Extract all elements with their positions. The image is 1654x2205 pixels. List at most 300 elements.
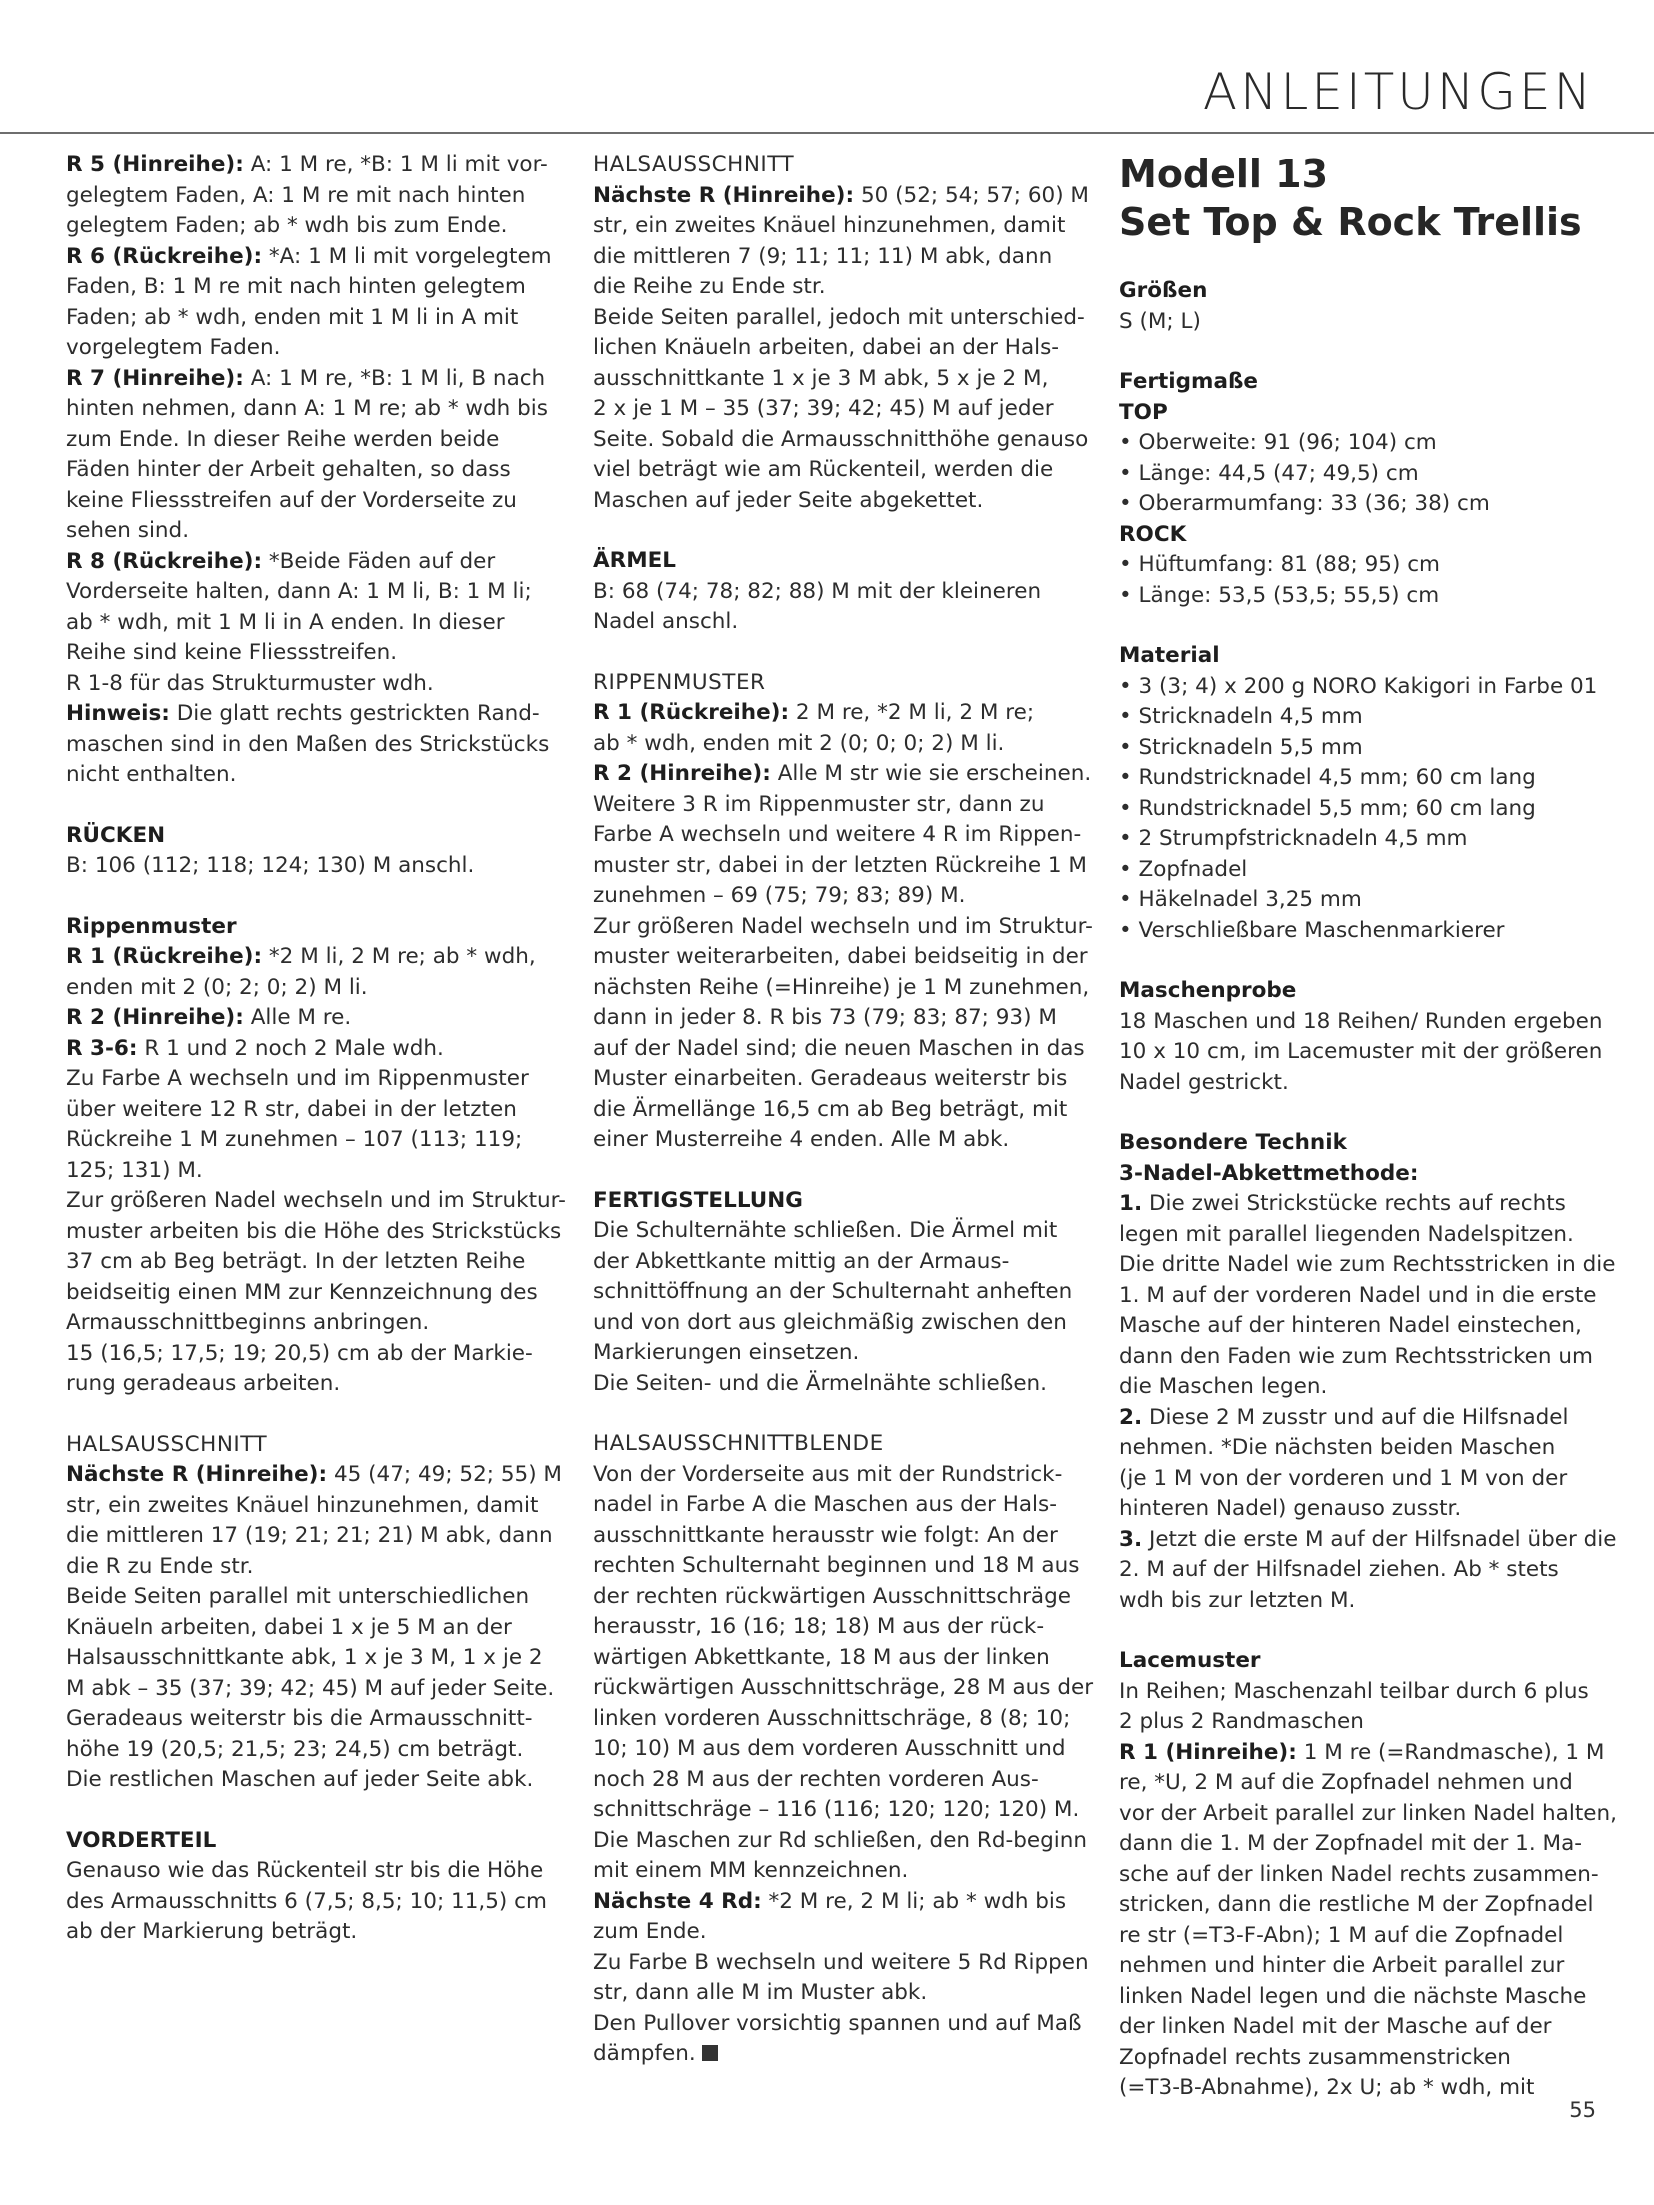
text-line bbox=[593, 211, 1078, 242]
text-line bbox=[593, 1826, 1087, 1857]
line-text: 37 cm ab Beg beträgt. In der letzten Reihe bbox=[66, 1249, 526, 1274]
line-text: höhe 19 (20,5; 21,5; 23; 24,5) cm beträgt. bbox=[66, 1736, 524, 1762]
bold-label: 3-Nadel-Abkettmethode: bbox=[1119, 1160, 1419, 1186]
line-text: lichen Knäueln arbeiten, dabei an der Hals- bbox=[593, 335, 1060, 360]
line-text: der rechten rückwärtigen Ausschnittschräge bbox=[593, 1583, 1071, 1609]
line-text: Von der Vorderseite aus mit der Rundstrick- bbox=[593, 1461, 1063, 1487]
line-text: des Armausschnitts 6 (7,5; 8,5; 10; 11,5) cm bbox=[66, 1888, 547, 1914]
model-title bbox=[1119, 150, 1597, 246]
bold-label: 1. bbox=[1119, 1191, 1143, 1216]
line-text: herausstr, 16 (16; 18; 18) M aus der rück- bbox=[593, 1614, 1045, 1639]
line-text: Faden, B: 1 M re mit nach hinten gelegtem bbox=[66, 274, 526, 299]
text-line bbox=[66, 181, 551, 212]
line-text: legen mit parallel liegenden Nadelspitzen. bbox=[1119, 1221, 1574, 1247]
line-text: Seite. Sobald die Armausschnitthöhe genauso bbox=[593, 426, 1089, 452]
text-line bbox=[593, 1917, 1078, 1948]
bold-label: Besondere Technik bbox=[1119, 1130, 1347, 1155]
line-text: der linken Nadel mit der Masche auf der bbox=[1119, 2014, 1552, 2039]
bold-label: Nächste 4 Rd: bbox=[593, 1888, 762, 1914]
line-text: Die Maschen zur Rd schließen, den Rd-beginn bbox=[593, 1827, 1087, 1853]
line-text: str, ein zweites Knäuel hinzunehmen, damit bbox=[593, 213, 1066, 238]
line-text: • 2 Strumpfstricknadeln 4,5 mm bbox=[1119, 826, 1468, 851]
bold-label: R 2 (Hinreihe): bbox=[593, 761, 771, 786]
text-line bbox=[66, 547, 551, 578]
column-middle bbox=[593, 150, 1094, 2070]
line-text: re, *U, 2 M auf die Zopfnadel nehmen und bbox=[1119, 1770, 1573, 1795]
text-line bbox=[1119, 1768, 1597, 1799]
line-text: dämpfen. bbox=[593, 2041, 696, 2066]
text-line bbox=[593, 1765, 1078, 1796]
text-line bbox=[66, 1430, 551, 1461]
text-line bbox=[1119, 1677, 1597, 1708]
bold-label: R 7 (Hinreihe): bbox=[66, 365, 244, 391]
text-line bbox=[66, 851, 551, 882]
text-line bbox=[66, 1887, 551, 1918]
text-line bbox=[66, 333, 551, 364]
text-line bbox=[1119, 1159, 1597, 1190]
line-text: mit einem MM kennzeichnen. bbox=[593, 1858, 909, 1883]
text-line bbox=[66, 973, 551, 1004]
text-line bbox=[593, 1643, 1078, 1674]
text-line bbox=[66, 1643, 551, 1674]
text-line bbox=[1119, 1707, 1597, 1738]
line-text: str, ein zweites Knäuel hinzunehmen, damit bbox=[66, 1492, 539, 1518]
line-text: rechten Schulternaht beginnen und 18 M aus bbox=[593, 1553, 1080, 1578]
line-text: hinten nehmen, dann A: 1 M re; ab * wdh bis bbox=[66, 396, 548, 421]
line-text: Den Pullover vorsichtig spannen und auf Maß bbox=[593, 2010, 1082, 2036]
text-line bbox=[66, 821, 551, 852]
text-line bbox=[1119, 1982, 1597, 2013]
text-line bbox=[593, 1521, 1078, 1552]
line-text: Zu Farbe A wechseln und im Rippenmuster bbox=[66, 1066, 529, 1091]
line-text: 1 M re (=Randmasche), 1 M bbox=[1296, 1739, 1605, 1765]
text-line bbox=[66, 1095, 551, 1126]
bold-label: Nächste R (Hinreihe): bbox=[66, 1462, 328, 1487]
text-line bbox=[1119, 1372, 1597, 1403]
line-text: Zur größeren Nadel wechseln und im Struktur- bbox=[66, 1188, 566, 1213]
text-line bbox=[66, 211, 551, 242]
line-text: viel beträgt wie am Rückenteil, werden die bbox=[593, 457, 1054, 482]
line-text: Nadel gestrickt. bbox=[1119, 1069, 1289, 1095]
text-line bbox=[593, 425, 1089, 456]
text-line bbox=[593, 1795, 1078, 1826]
text-line bbox=[66, 730, 551, 761]
text-line bbox=[66, 638, 551, 669]
line-text: nehmen. *Die nächsten beiden Maschen bbox=[1119, 1435, 1556, 1460]
text-line bbox=[593, 1369, 1078, 1400]
line-text: beidseitig einen MM zur Kennzeichnung des bbox=[66, 1279, 538, 1305]
text-line bbox=[1119, 1829, 1597, 1860]
line-text: str, dann alle M im Muster abk. bbox=[593, 1980, 928, 2005]
text-line bbox=[1119, 1281, 1597, 1312]
text-line bbox=[66, 1125, 551, 1156]
text-line bbox=[593, 1490, 1078, 1521]
text-line bbox=[1119, 1250, 1616, 1281]
line-text: Vorderseite halten, dann A: 1 M li, B: 1 M li; bbox=[66, 579, 532, 604]
text-line bbox=[593, 150, 1078, 181]
line-text: über weitere 12 R str, dabei in der letzten bbox=[66, 1096, 517, 1122]
line-text: re str (=T3-F-Abn); 1 M auf die Zopfnadel bbox=[1119, 1922, 1564, 1948]
line-text: muster str, dabei in der letzten Rückreihe 1 M bbox=[593, 852, 1087, 878]
text-line bbox=[593, 577, 1078, 608]
text-line bbox=[593, 242, 1078, 273]
text-line bbox=[593, 1064, 1078, 1095]
line-text: Farbe A wechseln und weitere 4 R im Rippen- bbox=[593, 822, 1082, 847]
text-line bbox=[593, 1216, 1078, 1247]
text-line bbox=[1119, 1890, 1597, 1921]
line-text: Die Schulternähte schließen. Die Ärmel mit bbox=[593, 1218, 1058, 1243]
line-text: schnittschräge – 116 (116; 120; 120; 120) M. bbox=[593, 1797, 1080, 1822]
text-line bbox=[593, 303, 1085, 334]
text-line bbox=[1119, 398, 1597, 429]
bold-label: R 2 (Hinreihe): bbox=[66, 1005, 244, 1030]
text-line bbox=[593, 1673, 1094, 1704]
text-line bbox=[593, 1095, 1078, 1126]
bold-label: Lacemuster bbox=[1119, 1648, 1261, 1673]
text-line bbox=[593, 1978, 1078, 2009]
text-line bbox=[593, 1338, 1078, 1369]
line-text: dann in jeder 8. R bis 73 (79; 83; 87; 93) M bbox=[593, 1005, 1057, 1030]
text-line bbox=[593, 455, 1078, 486]
text-line bbox=[1119, 2073, 1597, 2104]
text-line bbox=[593, 1887, 1078, 1918]
line-text: und von dort aus gleichmäßig zwischen den bbox=[593, 1309, 1067, 1335]
line-text: Faden; ab * wdh, enden mit 1 M li in A mit bbox=[66, 304, 519, 330]
text-line bbox=[66, 1064, 551, 1095]
text-line bbox=[66, 1491, 551, 1522]
bold-label: R 1 (Hinreihe): bbox=[1119, 1739, 1297, 1765]
line-text: sche auf der linken Nadel rechts zusammen- bbox=[1119, 1861, 1599, 1887]
bold-label: R 6 (Rückreihe): bbox=[66, 243, 263, 269]
line-text: zunehmen – 69 (75; 79; 83; 89) M. bbox=[593, 883, 966, 908]
header-divider bbox=[0, 132, 1654, 134]
line-text: HALSAUSSCHNITT bbox=[66, 1431, 268, 1457]
line-text: wärtigen Abkettkante, 18 M aus der linken bbox=[593, 1644, 1050, 1670]
line-text: Fäden hinter der Arbeit gehalten, so dass bbox=[66, 457, 511, 482]
text-line bbox=[593, 851, 1087, 882]
text-line bbox=[593, 942, 1088, 973]
bold-label: R 1 (Rückreihe): bbox=[66, 944, 263, 969]
line-text: • Verschließbare Maschenmarkierer bbox=[1119, 917, 1505, 943]
line-text: dann die 1. M der Zopfnadel mit der 1. Ma- bbox=[1119, 1831, 1583, 1856]
text-line bbox=[593, 1125, 1078, 1156]
text-line bbox=[1119, 1311, 1597, 1342]
model-name: Set Top & Rock Trellis bbox=[1119, 200, 1582, 244]
line-text: Die Seiten- und die Ärmelnähte schließen. bbox=[593, 1370, 1048, 1396]
line-text: 10; 10) M aus dem vorderen Ausschnitt und bbox=[593, 1736, 1066, 1761]
text-line bbox=[593, 1003, 1078, 1034]
line-text: Muster einarbeiten. Geradeaus weiterstr bis bbox=[593, 1066, 1068, 1091]
line-text: maschen sind in den Maßen des Strickstücks bbox=[66, 731, 550, 757]
line-text: In Reihen; Maschenzahl teilbar durch 6 plus bbox=[1119, 1678, 1589, 1704]
text-line bbox=[1119, 702, 1597, 733]
line-text: Alle M re. bbox=[243, 1005, 352, 1030]
line-text: RIPPENMUSTER bbox=[593, 669, 766, 695]
line-text: A: 1 M re, *B: 1 M li, B nach bbox=[243, 365, 546, 391]
line-text: • 3 (3; 4) x 200 g NORO Kakigori in Farbe 01 bbox=[1119, 673, 1598, 699]
line-text: Die zwei Strickstücke rechts auf rechts bbox=[1142, 1191, 1566, 1216]
text-line bbox=[593, 607, 1078, 638]
text-line bbox=[593, 1429, 1078, 1460]
text-line bbox=[1119, 1464, 1597, 1495]
text-line bbox=[593, 1308, 1078, 1339]
line-text: *A: 1 M li mit vorgelegtem bbox=[262, 243, 552, 269]
text-line bbox=[66, 1552, 551, 1583]
text-line bbox=[593, 486, 1078, 517]
text-line bbox=[593, 394, 1078, 425]
text-line bbox=[66, 760, 551, 791]
line-text: dann den Faden wie zum Rechtsstricken um bbox=[1119, 1343, 1593, 1369]
bold-label: Maschenprobe bbox=[1119, 978, 1297, 1003]
text-line bbox=[593, 546, 1078, 577]
text-line bbox=[66, 364, 551, 395]
text-line bbox=[1119, 1342, 1597, 1373]
bold-label: VORDERTEIL bbox=[66, 1827, 217, 1853]
text-line bbox=[66, 1674, 555, 1705]
text-line bbox=[66, 912, 551, 943]
line-text: Zur größeren Nadel wechseln und im Struktur- bbox=[593, 913, 1093, 939]
text-line bbox=[593, 912, 1093, 943]
text-line bbox=[66, 669, 551, 700]
text-line bbox=[593, 1551, 1078, 1582]
text-line bbox=[1119, 1860, 1597, 1891]
text-line bbox=[1119, 794, 1597, 825]
text-line bbox=[66, 1339, 551, 1370]
line-text: (je 1 M von der vorderen und 1 M von der bbox=[1119, 1465, 1568, 1491]
bold-label: Größen bbox=[1119, 278, 1208, 303]
text-line bbox=[1119, 520, 1597, 551]
line-text: Die glatt rechts gestrickten Rand- bbox=[169, 701, 540, 726]
text-line bbox=[1119, 367, 1597, 398]
text-line bbox=[66, 1369, 551, 1400]
text-line bbox=[66, 1765, 551, 1796]
bold-label: Nächste R (Hinreihe): bbox=[593, 182, 855, 208]
bold-label: Material bbox=[1119, 643, 1220, 668]
line-text: die R zu Ende str. bbox=[66, 1553, 254, 1579]
text-line bbox=[593, 1612, 1078, 1643]
text-line bbox=[593, 364, 1078, 395]
line-text: linken vorderen Ausschnittschräge, 8 (8; 10; bbox=[593, 1705, 1071, 1731]
line-text: gelegtem Faden; ab * wdh bis zum Ende. bbox=[66, 213, 508, 238]
text-line bbox=[1119, 1525, 1617, 1556]
line-text: 2. M auf der Hilfsnadel ziehen. Ab * stets bbox=[1119, 1557, 1559, 1582]
text-line bbox=[593, 790, 1078, 821]
text-line bbox=[593, 973, 1090, 1004]
bold-label: R 5 (Hinreihe): bbox=[66, 152, 244, 177]
line-text: auf der Nadel sind; die neuen Maschen in das bbox=[593, 1035, 1085, 1061]
text-line bbox=[66, 242, 551, 273]
line-text: die mittleren 17 (19; 21; 21; 21) M abk, dann bbox=[66, 1523, 553, 1548]
line-text: vorgelegtem Faden. bbox=[66, 335, 281, 360]
column-right bbox=[1119, 150, 1617, 2104]
line-text: Zopfnadel rechts zusammenstricken bbox=[1119, 2044, 1511, 2070]
text-line bbox=[1119, 428, 1597, 459]
bold-label: R 3-6: bbox=[66, 1035, 138, 1061]
text-line bbox=[66, 1156, 551, 1187]
text-line bbox=[66, 942, 551, 973]
line-text: Zu Farbe B wechseln und weitere 5 Rd Rippen bbox=[593, 1949, 1089, 1975]
text-line bbox=[1119, 976, 1597, 1007]
text-line bbox=[1119, 1220, 1597, 1251]
line-text: gelegtem Faden, A: 1 M re mit nach hinten bbox=[66, 182, 526, 208]
line-text: nadel in Farbe A die Maschen aus der Hals- bbox=[593, 1492, 1057, 1517]
text-line bbox=[1119, 1646, 1597, 1677]
line-text: Reihe sind keine Fliessstreifen. bbox=[66, 640, 398, 665]
line-text: Genauso wie das Rückenteil str bis die Höhe bbox=[66, 1858, 544, 1883]
line-text: ausschnittkante 1 x je 3 M abk, 5 x je 2 M, bbox=[593, 365, 1049, 391]
line-text: • Oberweite: 91 (96; 104) cm bbox=[1119, 430, 1437, 455]
line-text: • Hüftumfang: 81 (88; 95) cm bbox=[1119, 552, 1440, 577]
text-line bbox=[1119, 824, 1597, 855]
text-line bbox=[1119, 1433, 1597, 1464]
text-line bbox=[593, 1460, 1078, 1491]
line-text: Diese 2 M zusstr und auf die Hilfsnadel bbox=[1142, 1404, 1569, 1430]
line-text: Die restlichen Maschen auf jeder Seite abk. bbox=[66, 1767, 534, 1792]
line-text: 2 plus 2 Randmaschen bbox=[1119, 1709, 1364, 1734]
bold-label: 3. bbox=[1119, 1526, 1143, 1552]
text-line bbox=[593, 668, 1078, 699]
text-line bbox=[593, 181, 1089, 212]
line-text: Knäueln arbeiten, dabei 1 x je 5 M an der bbox=[66, 1614, 512, 1640]
line-text: HALSAUSSCHNITTBLENDE bbox=[593, 1431, 884, 1456]
line-text: einer Musterreihe 4 enden. Alle M abk. bbox=[593, 1127, 1010, 1152]
text-line bbox=[593, 2009, 1082, 2040]
line-text: schnittöffnung an der Schulternaht anheften bbox=[593, 1279, 1073, 1304]
text-line bbox=[1119, 459, 1597, 490]
text-line bbox=[1119, 1007, 1603, 1038]
line-text: Alle M str wie sie erscheinen. bbox=[770, 761, 1092, 786]
text-line bbox=[66, 1460, 562, 1491]
end-square-icon bbox=[702, 2045, 718, 2061]
line-text: B: 68 (74; 78; 82; 88) M mit der kleineren bbox=[593, 578, 1042, 604]
text-line bbox=[1119, 1799, 1617, 1830]
text-line bbox=[66, 1582, 551, 1613]
text-line bbox=[66, 1278, 551, 1309]
text-line bbox=[1119, 1068, 1597, 1099]
line-text: die Reihe zu Ende str. bbox=[593, 274, 826, 299]
bold-label: ROCK bbox=[1119, 521, 1187, 547]
text-line bbox=[1119, 1738, 1605, 1769]
line-text: muster arbeiten bis die Höhe des Strickstücks bbox=[66, 1218, 562, 1244]
text-line bbox=[1119, 763, 1597, 794]
text-line bbox=[1119, 581, 1597, 612]
line-text: 2 x je 1 M – 35 (37; 39; 42; 45) M auf jeder bbox=[593, 396, 1054, 421]
line-text: der Abkettkante mittig an der Armaus- bbox=[593, 1248, 1010, 1274]
text-line bbox=[66, 425, 551, 456]
text-line bbox=[1119, 1494, 1597, 1525]
text-line bbox=[1119, 2043, 1597, 2074]
line-text: Armausschnittbeginns anbringen. bbox=[66, 1310, 430, 1335]
line-text: *2 M re, 2 M li; ab * wdh bis bbox=[761, 1888, 1067, 1914]
line-text: Maschen auf jeder Seite abgekettet. bbox=[593, 487, 984, 513]
line-text: • Länge: 53,5 (53,5; 55,5) cm bbox=[1119, 582, 1440, 608]
bold-label: R 8 (Rückreihe): bbox=[66, 548, 263, 574]
line-text: rückwärtigen Ausschnittschräge, 28 M aus der bbox=[593, 1675, 1094, 1700]
text-line bbox=[66, 394, 551, 425]
text-line bbox=[1119, 916, 1597, 947]
text-line bbox=[66, 577, 551, 608]
line-text: 10 x 10 cm, im Lacemuster mit der größeren bbox=[1119, 1039, 1603, 1064]
text-line bbox=[66, 1704, 551, 1735]
line-text: Markierungen einsetzen. bbox=[593, 1340, 860, 1365]
line-text: 125; 131) M. bbox=[66, 1157, 203, 1183]
line-text: enden mit 2 (0; 2; 0; 2) M li. bbox=[66, 974, 368, 1000]
text-line bbox=[1119, 276, 1597, 307]
text-line bbox=[66, 486, 551, 517]
text-line bbox=[1119, 550, 1597, 581]
line-text: B: 106 (112; 118; 124; 130) M anschl. bbox=[66, 853, 475, 878]
text-line bbox=[66, 1917, 551, 1948]
line-text: Jetzt die erste M auf der Hilfsnadel über die bbox=[1142, 1526, 1617, 1552]
text-line bbox=[66, 455, 551, 486]
line-text: Beide Seiten parallel mit unterschiedlichen bbox=[66, 1584, 530, 1609]
line-text: • Häkelnadel 3,25 mm bbox=[1119, 887, 1362, 912]
text-line bbox=[593, 1247, 1078, 1278]
text-line bbox=[66, 1247, 551, 1278]
bold-label: Rippenmuster bbox=[66, 913, 237, 939]
line-text: nächsten Reihe (=Hinreihe) je 1 M zunehmen, bbox=[593, 974, 1090, 1000]
bold-label: FERTIGSTELLUNG bbox=[593, 1187, 803, 1213]
line-text: zum Ende. In dieser Reihe werden beide bbox=[66, 426, 500, 452]
text-line bbox=[1119, 1128, 1597, 1159]
line-text: • Oberarmumfang: 33 (36; 38) cm bbox=[1119, 491, 1490, 516]
text-line bbox=[66, 1217, 562, 1248]
line-text: • Rundstricknadel 5,5 mm; 60 cm lang bbox=[1119, 795, 1536, 821]
line-text: Halsausschnittkante abk, 1 x je 3 M, 1 x je 2 bbox=[66, 1645, 543, 1670]
text-line bbox=[66, 150, 551, 181]
text-line bbox=[593, 729, 1078, 760]
text-line bbox=[1119, 672, 1597, 703]
text-line bbox=[1119, 641, 1597, 672]
line-text: vor der Arbeit parallel zur linken Nadel halten, bbox=[1119, 1800, 1617, 1826]
text-line bbox=[66, 272, 551, 303]
text-line bbox=[66, 699, 551, 730]
text-line bbox=[1119, 1586, 1597, 1617]
line-text: • Stricknadeln 4,5 mm bbox=[1119, 704, 1363, 729]
text-line bbox=[66, 1826, 551, 1857]
text-line bbox=[593, 820, 1082, 851]
bold-label: TOP bbox=[1119, 399, 1168, 425]
line-text: ab der Markierung beträgt. bbox=[66, 1919, 358, 1944]
text-line bbox=[593, 881, 1078, 912]
model-number: Modell 13 bbox=[1119, 152, 1329, 196]
text-line bbox=[593, 1186, 1078, 1217]
line-text: 18 Maschen und 18 Reihen/ Runden ergeben bbox=[1119, 1008, 1603, 1034]
text-line bbox=[1119, 489, 1597, 520]
text-line bbox=[1119, 1555, 1597, 1586]
text-line bbox=[66, 303, 551, 334]
text-line bbox=[593, 698, 1078, 729]
line-text: Masche auf der hinteren Nadel einstechen, bbox=[1119, 1313, 1582, 1338]
line-text: HALSAUSSCHNITT bbox=[593, 152, 795, 177]
line-text: die Ärmellänge 16,5 cm ab Beg beträgt, mit bbox=[593, 1096, 1068, 1122]
text-line bbox=[66, 608, 551, 639]
text-line bbox=[1119, 1921, 1597, 1952]
line-text: A: 1 M re, *B: 1 M li mit vor- bbox=[243, 152, 548, 177]
line-text: • Rundstricknadel 4,5 mm; 60 cm lang bbox=[1119, 765, 1536, 790]
text-line bbox=[593, 759, 1092, 790]
line-text: 1. M auf der vorderen Nadel und in die erste bbox=[1119, 1282, 1597, 1308]
bold-label: RÜCKEN bbox=[66, 822, 166, 848]
text-line bbox=[66, 1521, 551, 1552]
text-line bbox=[593, 333, 1078, 364]
line-text: Beide Seiten parallel, jedoch mit unterschied- bbox=[593, 304, 1085, 330]
text-line bbox=[593, 1277, 1078, 1308]
text-line bbox=[593, 1948, 1089, 1979]
line-text: 2 M re, *2 M li, 2 M re; bbox=[789, 700, 1035, 725]
text-line bbox=[593, 1582, 1078, 1613]
text-line bbox=[66, 516, 551, 547]
